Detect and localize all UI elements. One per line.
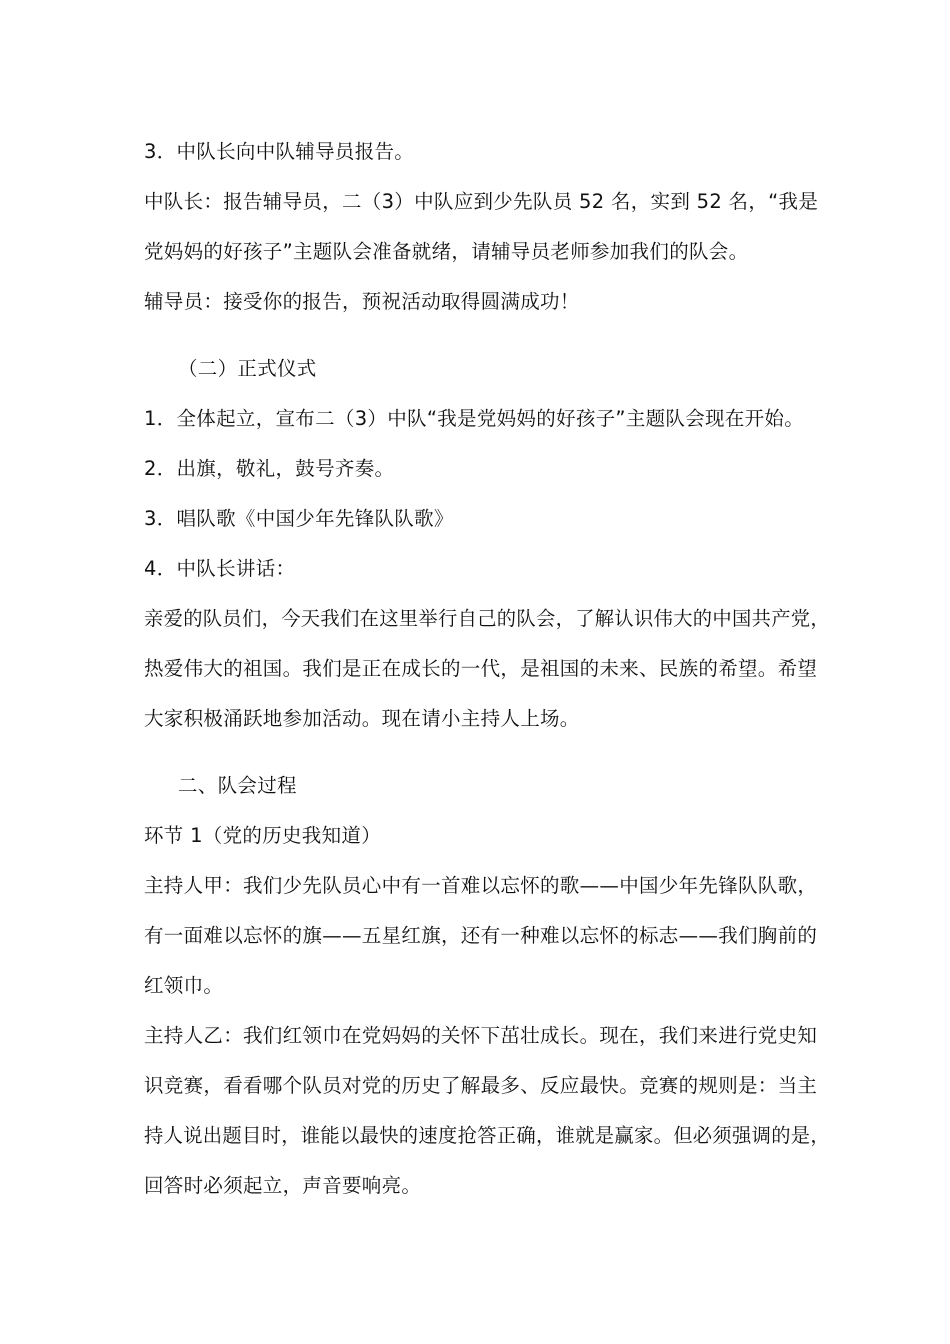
text-line-host-a-1: 主持人甲：我们少先队员心中有一首难以忘怀的歌——中国少年先锋队队歌， [144, 874, 818, 897]
section-heading-formal-ceremony: （二）正式仪式 [178, 357, 317, 380]
text-line-speech-1: 亲爱的队员们，今天我们在这里举行自己的队会，了解认识伟大的中国共产党， [144, 607, 831, 630]
text-line-step-3-report: 3．中队长向中队辅导员报告。 [144, 140, 415, 163]
text-line-item-4: 4．中队长讲话： [144, 557, 296, 580]
text-line-host-b-3: 持人说出题目时，谁能以最快的速度抢答正确，谁就是赢家。但必须强调的是， [144, 1124, 831, 1147]
text-line-item-1: 1．全体起立，宣布二（3）中队“我是党妈妈的好孩子”主题队会现在开始。 [144, 407, 805, 430]
text-line-speech-2: 热爱伟大的祖国。我们是正在成长的一代，是祖国的未来、民族的希望。希望 [144, 657, 818, 680]
text-line-item-3: 3．唱队歌《中国少年先锋队队歌》 [144, 507, 454, 530]
text-line-segment-1-title: 环节 1（党的历史我知道） [144, 824, 382, 847]
text-line-speech-3: 大家积极涌跃地参加活动。现在请小主持人上场。 [144, 707, 580, 730]
section-heading-meeting-process: 二、队会过程 [178, 774, 297, 797]
text-line-host-b-1: 主持人乙：我们红领巾在党妈妈的关怀下茁壮成长。现在，我们来进行党史知 [144, 1024, 818, 1047]
text-line-counselor-reply: 辅导员：接受你的报告，预祝活动取得圆满成功！ [144, 290, 580, 313]
text-line-host-a-3: 红领巾。 [144, 974, 224, 997]
text-line-captain-report-cont: 党妈妈的好孩子”主题队会准备就绪，请辅导员老师参加我们的队会。 [144, 240, 749, 263]
text-line-captain-report: 中队长：报告辅导员，二（3）中队应到少先队员 52 名，实到 52 名，“我是 [144, 190, 819, 213]
text-line-item-2: 2．出旗，敬礼，鼓号齐奏。 [144, 457, 395, 480]
text-line-host-b-2: 识竞赛，看看哪个队员对党的历史了解最多、反应最快。竞赛的规则是：当主 [144, 1074, 818, 1097]
text-line-host-a-2: 有一面难以忘怀的旗——五星红旗，还有一种难以忘怀的标志——我们胸前的 [144, 924, 818, 947]
text-line-host-b-4: 回答时必须起立，声音要响亮。 [144, 1174, 422, 1197]
